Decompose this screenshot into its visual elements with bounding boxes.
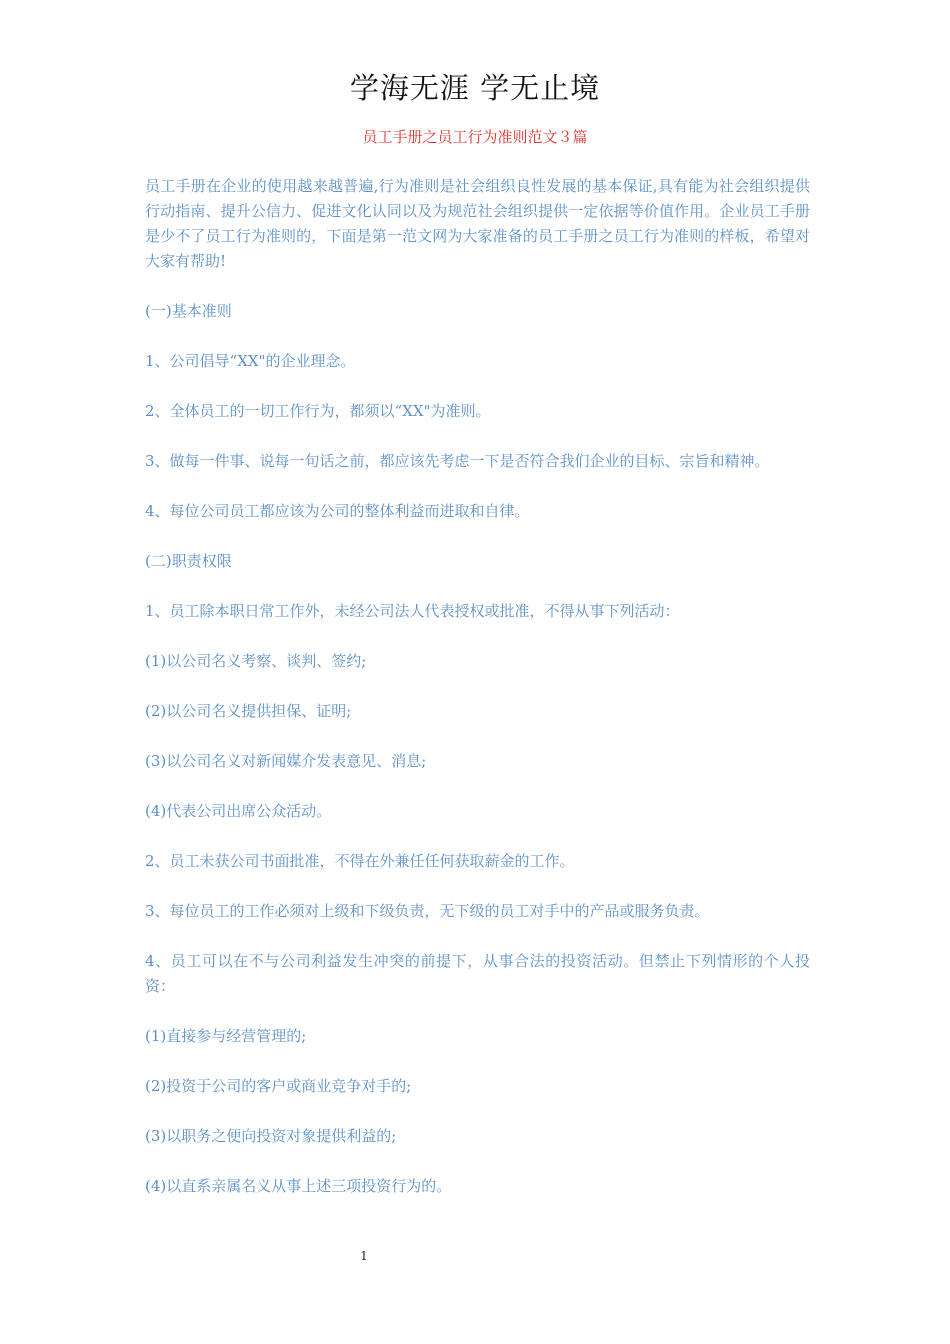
- list-item: (1)直接参与经营管理的;: [145, 1027, 307, 1045]
- list-item: (2)投资于公司的客户或商业竞争对手的;: [145, 1077, 412, 1095]
- list-item: (3)以公司名义对新闻媒介发表意见、消息;: [145, 752, 427, 770]
- list-item: (1)以公司名义考察、谈判、签约;: [145, 652, 367, 670]
- intro-paragraph: 员工手册在企业的使用越来越普遍,行为准则是社会组织良性发展的基本保证,具有能为社会组织提供行动指南、提升公信力、促进文化认同以及为规范社会组织提供一定依据等价值作用。企业员工手册是少不了员工行为准则的，下面是第一范文网为大家准备的员工手册之员工行为准则的样板，希望对大家有帮助!: [145, 177, 810, 270]
- paragraph: 4、员工可以在不与公司利益发生冲突的前提下，从事合法的投资活动。但禁止下列情形的个人投资：: [145, 952, 810, 995]
- document-title: 员工手册之员工行为准则范文３篇: [362, 128, 588, 146]
- paragraph: 2、全体员工的一切工作行为，都须以“XX"为准则。: [145, 402, 491, 420]
- section-heading-basic-rules: (一)基本准则: [145, 302, 232, 320]
- page-number: 1: [360, 1249, 368, 1263]
- document-body: [145, 174, 810, 1224]
- paragraph: 1、公司倡导“XX"的企业理念。: [145, 352, 356, 370]
- list-item: (4)以直系亲属名义从事上述三项投资行为的。: [145, 1177, 452, 1195]
- paragraph: 1、员工除本职日常工作外，未经公司法人代表授权或批准，不得从事下列活动：: [145, 602, 680, 620]
- paragraph: 4、每位公司员工都应该为公司的整体利益而进取和自律。: [145, 502, 530, 520]
- list-item: (2)以公司名义提供担保、证明;: [145, 702, 352, 720]
- header-title: 学海无涯 学无止境: [349, 71, 601, 105]
- section-heading-duties: (二)职责权限: [145, 552, 232, 570]
- paragraph: 3、做每一件事、说每一句话之前，都应该先考虑一下是否符合我们企业的目标、宗旨和精神。: [145, 452, 770, 470]
- paragraph: 2、员工未获公司书面批准，不得在外兼任任何获取薪金的工作。: [145, 852, 575, 870]
- list-item: (4)代表公司出席公众活动。: [145, 802, 332, 820]
- list-item: (3)以职务之便向投资对象提供利益的;: [145, 1127, 397, 1145]
- paragraph: 3、每位员工的工作必须对上级和下级负责，无下级的员工对手中的产品或服务负责。: [145, 902, 710, 920]
